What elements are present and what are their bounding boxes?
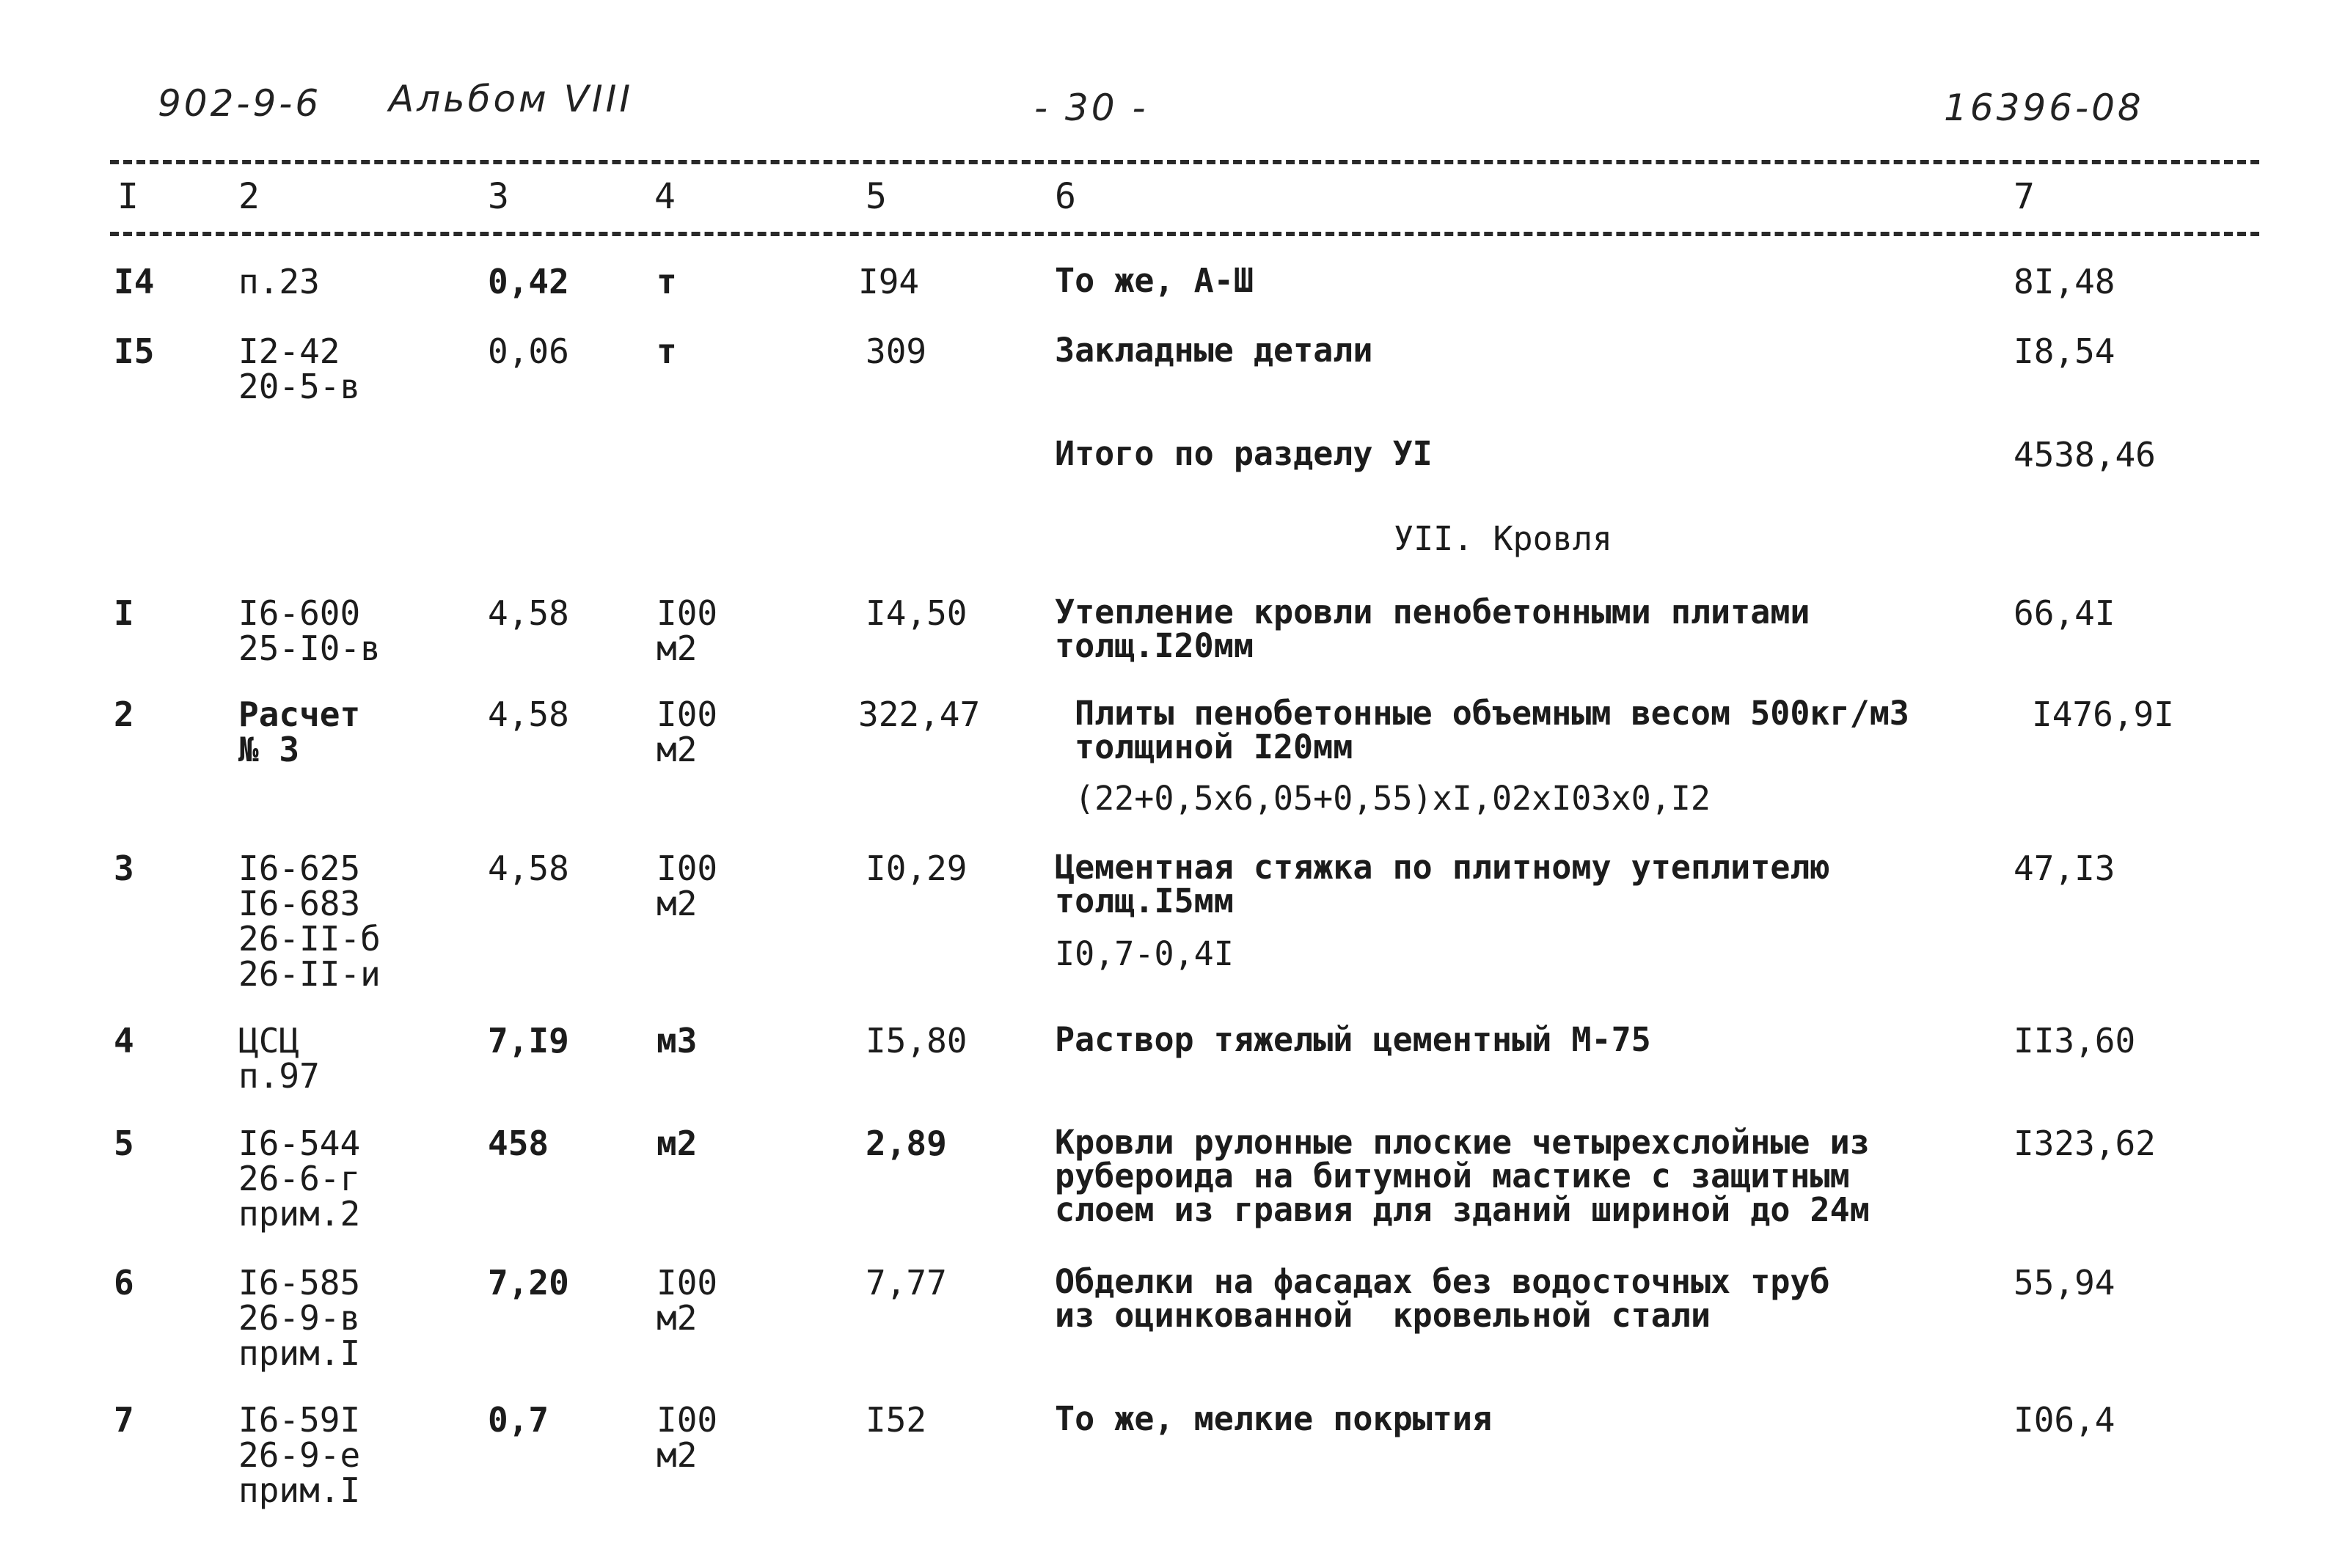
row-quantity: 4,58 xyxy=(488,695,569,734)
row-number: 7 xyxy=(114,1400,134,1440)
section-total-value: 4538,46 xyxy=(2014,435,2156,475)
row-price: I52 xyxy=(866,1400,927,1440)
row-code: п.23 xyxy=(238,262,320,301)
row-code: Расчет № 3 xyxy=(238,695,361,769)
row-number: 3 xyxy=(114,849,134,888)
row-number: I xyxy=(114,593,134,633)
col-header-2: 2 xyxy=(238,176,260,217)
row-code: I6-600 25-I0-в xyxy=(238,593,381,668)
row-total: 66,4I xyxy=(2014,593,2115,633)
row-unit: I00 м2 xyxy=(657,1263,718,1338)
row-price: I94 xyxy=(858,262,920,301)
row-code: I2-42 20-5-в xyxy=(238,331,361,406)
row-quantity: 458 xyxy=(488,1124,549,1163)
row-code: I6-544 26-6-г прим.2 xyxy=(238,1124,361,1234)
header-rule-bottom xyxy=(110,232,2259,236)
page-number: - 30 - xyxy=(1034,87,1149,129)
doc-number: 902-9-6 xyxy=(158,82,322,125)
row-total: I06,4 xyxy=(2014,1400,2115,1440)
row-unit: т xyxy=(657,262,677,301)
row-number: 5 xyxy=(114,1124,134,1163)
row-description: То же, мелкие покрытия xyxy=(1055,1399,1493,1438)
section-total-label: Итого по разделу УI xyxy=(1055,434,1433,473)
row-quantity: 7,20 xyxy=(488,1263,569,1303)
row-description: То же, А-Ш xyxy=(1055,261,1254,300)
row-number: 6 xyxy=(114,1263,134,1303)
sheet-code: 16396-08 xyxy=(1944,87,2144,129)
row-total: II3,60 xyxy=(2014,1021,2136,1060)
row-number: I4 xyxy=(114,262,155,301)
row-number: 2 xyxy=(114,695,134,734)
row-description: Кровли рулонные плоские четырехслойные из рубероида на битумной мастике с защитным слоем из гравия для зданий шириной до 24м xyxy=(1055,1123,1870,1229)
row-total: I476,9I xyxy=(2032,695,2174,734)
row-price: I5,80 xyxy=(866,1021,968,1060)
col-header-4: 4 xyxy=(654,176,676,217)
row-total: 55,94 xyxy=(2014,1263,2115,1303)
row-price: I0,29 xyxy=(866,849,968,888)
row-description: Утепление кровли пенобетонными плитами толщ.I20мм xyxy=(1055,593,1810,665)
col-header-6: 6 xyxy=(1055,176,1076,217)
row-total: I323,62 xyxy=(2014,1124,2156,1163)
row-price: 7,77 xyxy=(866,1263,947,1303)
col-header-7: 7 xyxy=(2014,176,2035,217)
row-number: 4 xyxy=(114,1021,134,1060)
row-price: 2,89 xyxy=(866,1124,947,1163)
col-header-5: 5 xyxy=(866,176,887,217)
row-code: I6-59I 26-9-е прим.I xyxy=(238,1400,361,1510)
row-price: 322,47 xyxy=(858,695,981,734)
row-unit: I00 м2 xyxy=(657,593,718,668)
row-quantity: 7,I9 xyxy=(488,1021,569,1060)
row-total: 47,I3 xyxy=(2014,849,2115,888)
col-header-1: I xyxy=(117,176,139,217)
row-unit: м3 xyxy=(657,1021,698,1060)
album-label: Альбом VIII xyxy=(389,78,634,120)
row-price: I4,50 xyxy=(866,593,968,633)
row-total: I8,54 xyxy=(2014,331,2115,371)
row-quantity: 0,42 xyxy=(488,262,569,301)
row-quantity: 4,58 xyxy=(488,849,569,888)
row-total: 8I,48 xyxy=(2014,262,2115,301)
row-unit: м2 xyxy=(657,1124,698,1163)
row-description: Обделки на фасадах без водосточных труб из оцинкованной кровельной стали xyxy=(1055,1262,1830,1335)
header-rule-top xyxy=(110,160,2259,164)
col-header-3: 3 xyxy=(488,176,509,217)
row-quantity: 4,58 xyxy=(488,593,569,633)
row-description: Плиты пенобетонные объемным весом 500кг/м3 толщиной I20мм xyxy=(1075,694,1909,766)
row-unit: I00 м2 xyxy=(657,849,718,923)
row-description: Раствор тяжелый цементный М-75 xyxy=(1055,1020,1651,1059)
row-number: I5 xyxy=(114,331,155,371)
row-quantity: 0,06 xyxy=(488,331,569,371)
section-heading: УII. Кровля xyxy=(1394,519,1613,558)
row-code: I6-585 26-9-в прим.I xyxy=(238,1263,361,1373)
row-unit: I00 м2 xyxy=(657,1400,718,1475)
row-quantity: 0,7 xyxy=(488,1400,549,1440)
row-calculation: I0,7-0,4I xyxy=(1055,934,1234,973)
row-calculation: (22+0,5х6,05+0,55)хI,02хI03х0,I2 xyxy=(1075,779,1711,818)
row-price: 309 xyxy=(866,331,927,371)
row-description: Цементная стяжка по плитному утеплителю толщ.I5мм xyxy=(1055,848,1830,920)
row-unit: I00 м2 xyxy=(657,695,718,769)
row-description: Закладные детали xyxy=(1055,331,1373,370)
row-code: I6-625 I6-683 26-II-б 26-II-и xyxy=(238,849,381,994)
row-unit: т xyxy=(657,331,677,371)
row-code: ЦСЦ п.97 xyxy=(238,1021,320,1096)
